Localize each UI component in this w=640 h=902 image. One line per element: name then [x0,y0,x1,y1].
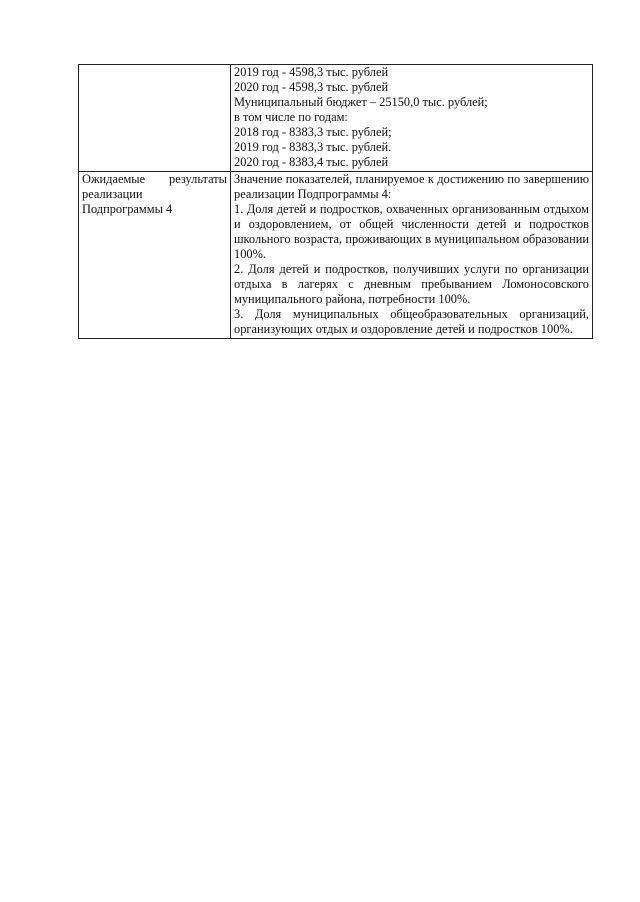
funding-line: 2019 год - 4598,3 тыс. рублей [234,65,389,79]
funding-line: Муниципальный бюджет – 25150,0 тыс. рублей; [234,95,488,109]
funding-right-cell [231,65,593,172]
table-row-results [79,172,593,339]
results-intro: Значение показателей, планируемое к достижению по завершению реализации Подпрограммы 4: [234,172,589,201]
funding-left-cell [79,65,231,172]
results-right-cell [231,172,593,339]
table-row-funding [79,65,593,172]
result-item-1: 1. Доля детей и подростков, охваченных организованным отдыхом и оздоровлением, от общей численности детей и подростков школьного возраста, проживающих в муниципальном образовании 100%. [234,202,589,261]
funding-line: 2018 год - 8383,3 тыс. рублей; [234,125,392,139]
result-item-2: 2. Доля детей и подростков, получивших услуги по организации отдыха в лагерях с дневным пребыванием Ломоносовского муниципального района, потребности 100%. [234,262,589,306]
results-left-cell [79,172,231,339]
results-label-line-3: Подпрограммы 4 [82,202,173,216]
funding-line: в том числе по годам: [234,110,348,124]
budget-results-table [78,64,593,339]
funding-line: 2020 год - 4598,3 тыс. рублей [234,80,389,94]
results-label-line-1: Ожидаемые результаты [82,172,227,186]
funding-line: 2019 год - 8383,3 тыс. рублей. [234,140,392,154]
funding-line: 2020 год - 8383,4 тыс. рублей [234,155,389,169]
results-label-line-2: реализации [82,187,143,201]
result-item-3: 3. Доля муниципальных общеобразовательных организаций, организующих отдых и оздоровление детей и подростков 100%. [234,307,589,336]
